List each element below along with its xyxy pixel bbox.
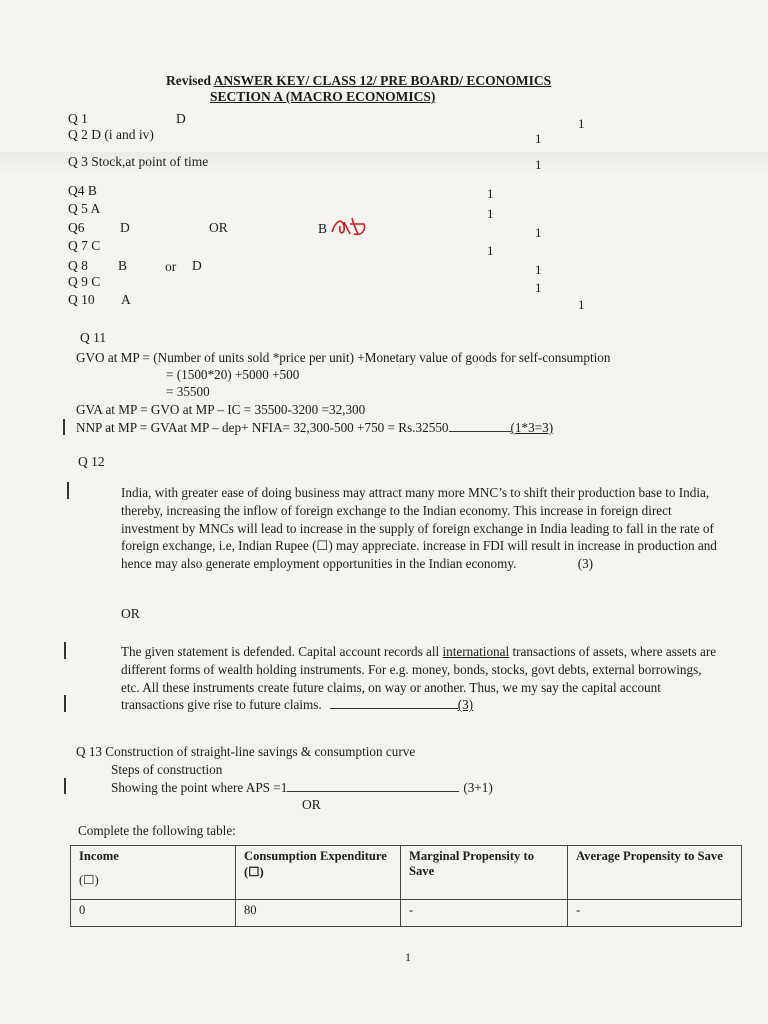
q1-answer: D (176, 111, 186, 126)
q4-mark: 1 (487, 186, 494, 201)
q11-line-5-text: NNP at MP = GVAat MP – dep+ NFIA= 32,300-500 +750 = Rs.32550 (76, 420, 449, 435)
q12-para-2-underlined: international (442, 644, 510, 659)
table-row (71, 900, 742, 927)
q12-label: Q 12 (78, 454, 105, 469)
q8-mark: 1 (535, 262, 542, 277)
header-title: ANSWER KEY/ CLASS 12/ PRE BOARD/ ECONOMICS (213, 73, 552, 88)
header-line-1 (166, 73, 551, 89)
q12-paragraph-2 (121, 643, 721, 714)
q12-para-1-marks: (3) (577, 556, 594, 572)
margin-mark (64, 642, 66, 659)
q6-answer: D (120, 220, 130, 235)
propensity-table (70, 845, 742, 927)
q13-line-2: Steps of construction (111, 762, 223, 777)
q8-or: or (165, 259, 177, 274)
margin-mark (64, 778, 66, 794)
q2-label: Q 2 D (i and iv) (68, 127, 154, 142)
q6-alt: B (318, 221, 328, 236)
q13-marks: (3+1) (463, 780, 493, 795)
q1-mark: 1 (578, 116, 585, 131)
margin-mark (64, 695, 66, 712)
page-number: 1 (405, 950, 411, 964)
q8-label: Q 8 (68, 258, 88, 273)
q10-label: Q 10 (68, 292, 95, 307)
cell-mps: - (401, 900, 568, 927)
q12-paragraph-1 (121, 484, 721, 573)
q11-line-1: GVO at MP = (Number of units sold *price per unit) +Monetary value of goods for self-consumption (76, 350, 611, 365)
q6-mark: 1 (535, 225, 542, 240)
header-income-label: Income (79, 849, 119, 863)
q11-line-4: GVA at MP = GVO at MP – IC = 35500-3200 =32,300 (76, 402, 366, 417)
q11-line-3: = 35500 (166, 384, 210, 399)
q3-mark: 1 (535, 157, 542, 172)
margin-mark (67, 482, 69, 499)
q4-label: Q4 B (68, 183, 97, 198)
red-correction-scribble (328, 212, 370, 240)
header-line-2: SECTION A (MACRO ECONOMICS) (210, 89, 436, 104)
q9-label: Q 9 C (68, 274, 101, 289)
q12-or: OR (121, 606, 140, 621)
header-aps: Average Propensity to Save (568, 846, 742, 900)
q6-label: Q6 (68, 220, 85, 235)
header-income (71, 846, 236, 900)
q2-mark: 1 (535, 131, 542, 146)
q9-mark: 1 (535, 280, 542, 295)
cell-income: 0 (71, 900, 236, 927)
q10-mark: 1 (578, 297, 585, 312)
q12-para-2-marks: (3) (457, 697, 474, 713)
cell-aps: - (568, 900, 742, 927)
q11-marks: (1*3=3) (510, 420, 554, 435)
q6-or: OR (209, 220, 228, 235)
q13-line-3 (111, 780, 493, 796)
q11-line-5 (76, 420, 553, 436)
table-intro: Complete the following table: (78, 823, 236, 838)
q13-or: OR (302, 797, 321, 812)
q10-answer: A (121, 292, 131, 307)
q5-mark: 1 (487, 206, 494, 221)
q7-mark: 1 (487, 243, 494, 258)
header-income-unit: (☐) (79, 873, 99, 887)
header-consumption: Consumption Expenditure (☐) (236, 846, 401, 900)
q8-alt: D (192, 258, 202, 273)
header-mps: Marginal Propensity to Save (401, 846, 568, 900)
q12-para-2-text-a: The given statement is defended. Capital account records all (121, 644, 443, 659)
q13-line-1: Q 13 Construction of straight-line savings & consumption curve (76, 744, 416, 759)
q12-para-1-text: India, with greater ease of doing business may attract many more MNC’s to shift their production base to India, thereby, increasing the inflow of foreign exchange to the Indian economy. This increase in foreign direct investment by MNCs will lead to increase in the supply of foreign exchange in India leading to fall in the rate of foreign exchange, i.e, Indian Rupee (☐) may appreciate. increase in FDI will result in increase in production and hence may also generate employment opportunities in the Indian economy. (121, 485, 717, 572)
q7-label: Q 7 C (68, 238, 101, 253)
cell-consumption: 80 (236, 900, 401, 927)
header-prefix: Revised (166, 73, 211, 88)
q5-label: Q 5 A (68, 201, 101, 216)
q11-line-2: = (1500*20) +5000 +500 (166, 367, 300, 382)
q12-para-2-text-b: transactions of assets, where assets are different forms of wealth holding instruments. For e.g. money, bonds, stocks, govt debts, external borrowings, etc. All these instruments create future claims, on way or another. Thus, we my say the capital account transactions give rise to future claims. (121, 644, 717, 713)
q3-label: Q 3 Stock,at point of time (68, 154, 209, 169)
q13-line-3-text: Showing the point where APS =1 (111, 780, 288, 795)
q8-answer: B (118, 258, 128, 273)
q1-label: Q 1 (68, 111, 88, 126)
table-header-row (71, 846, 742, 900)
q11-label: Q 11 (80, 330, 107, 345)
margin-mark (63, 419, 65, 435)
